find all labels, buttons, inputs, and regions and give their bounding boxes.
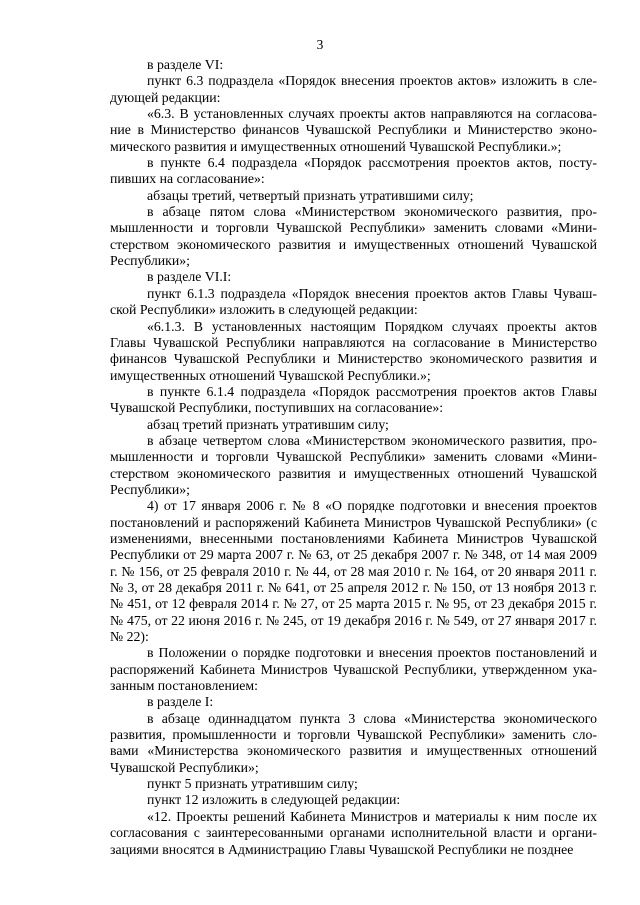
paragraph: «6.3. В установленных случаях проекты актов направляются на согласование в Министерство финансов Чувашской Республики и Министерство экономического развития и имущественных отношений Чувашской Республики.»; bbox=[110, 106, 597, 154]
paragraph: абзацы третий, четвертый признать утратившими силу; bbox=[147, 187, 474, 203]
paragraph: «12. Проекты решений Кабинета Министров и материалы к ним после их согласования с заинтересованными органами исполнительной власти и организациями вносятся в Администрацию Главы Чувашской Республики не позднее bbox=[110, 808, 597, 857]
paragraph: абзац третий признать утратившим силу; bbox=[147, 416, 389, 432]
paragraph: пункт 6.3 подраздела «Порядок внесения проектов актов» изложить в следующей редакции: bbox=[110, 73, 597, 105]
paragraph: в разделе VI.I: bbox=[147, 269, 232, 285]
paragraph: 4) от 17 января 2006 г. № 8 «О порядке подготовки и внесения проектов постановлений и распоряжений Кабинета Министров Чувашской Республики» (с изменениями, внесенными постановлениями Кабинета Министров Чувашской Республики от 29 марта 2007 г. № 63, от 25 декабря 2007 г. № 348, от 14 мая 2009 г. № 156, от 25 февраля 2010 г. № 44, от 28 мая 2010 г. № 164, от 20 января 2011 г. № 3, от 28 декабря 2011 г. № 641, от 25 апреля 2012 г. № 150, от 13 ноября 2013 г. № 451, от 12 февраля 2014 г. № 27, от 25 марта 2015 г. № 95, от 23 декабря 2015 г. № 475, от 22 июня 2016 г. № 245, от 19 декабря 2016 г. № 549, от 27 января 2017 г. № 22): bbox=[110, 498, 597, 645]
document-body bbox=[110, 57, 597, 858]
paragraph: «6.1.3. В установленных настоящим Порядком случаях проекты актов Главы Чувашской Республики направляются на согласование в Министерство финансов Чувашской Республики и Министерство экономического развития и имущественных отношений Чувашской Республики.»; bbox=[110, 318, 597, 383]
paragraph: пункт 12 изложить в следующей редакции: bbox=[147, 792, 401, 808]
paragraph: в разделе I: bbox=[147, 694, 214, 710]
paragraph: в разделе VI: bbox=[147, 57, 224, 72]
paragraph: в абзаце четвертом слова «Министерством экономического развития, промышленности и торговли Чувашской Республики» заменить словами «Министерством экономического развития и имущественных отношений Чувашской Республики»; bbox=[110, 432, 597, 497]
paragraph: в абзаце пятом слова «Министерством экономического развития, промышленности и торговли Чувашской Республики» заменить словами «Министерством экономического развития и имущественных отношений Чувашской Республики»; bbox=[110, 204, 597, 269]
paragraph: пункт 5 признать утратившим силу; bbox=[147, 776, 358, 792]
paragraph: в Положении о порядке подготовки и внесения проектов постановлений и распоряжений Кабинета Министров Чувашской Республики, утвержденном указанным постановлением: bbox=[110, 645, 597, 694]
paragraph: в абзаце одиннадцатом пункта 3 слова «Министерства экономического развития, промышленности и торговли Чувашской Республики» заменить словами «Министерства экономического развития и имущественных отношений Чувашской Республики»; bbox=[110, 710, 597, 775]
paragraph: в пункте 6.4 подраздела «Порядок рассмотрения проектов актов, поступивших на согласование»: bbox=[110, 155, 597, 187]
paragraph: пункт 6.1.3 подраздела «Порядок внесения проектов актов Главы Чувашской Республики» изложить в следующей редакции: bbox=[110, 285, 597, 318]
paragraph: в пункте 6.1.4 подраздела «Порядок рассмотрения проектов актов Главы Чувашской Республики, поступивших на согласование»: bbox=[110, 383, 597, 416]
page-number: 3 bbox=[316, 37, 324, 52]
